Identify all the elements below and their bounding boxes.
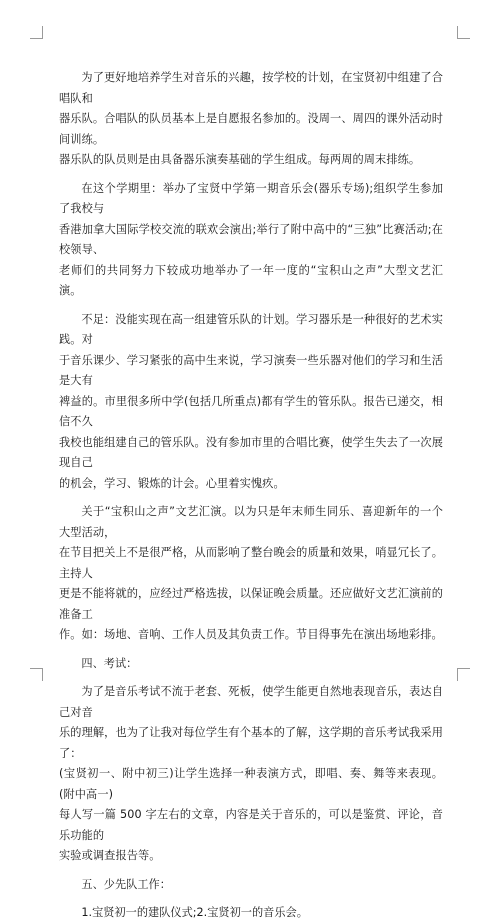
text-line: 我校也能组建自己的管乐队。没有参加市里的合唱比赛，使学生失去了一次展现自己 bbox=[59, 435, 443, 469]
text-line: 关于“宝积山之声”文艺汇演。以为只是年末师生同乐、喜迎新年的一个大型活动， bbox=[59, 505, 443, 539]
text-line: 老师们的共同努力下较成功地举办了一年一度的“宝积山之声”大型文艺汇演。 bbox=[59, 263, 443, 297]
text-line: 乐的理解，也为了让我对每位学生有个基本的了解，这学期的音乐考试我采用了： bbox=[59, 726, 443, 760]
text-line: (宝贤初一、附中初三)让学生选择一种表演方式，即唱、奏、舞等来表现。(附中高一) bbox=[59, 767, 443, 801]
paragraph-choir-band bbox=[59, 68, 443, 171]
text-line: 裨益的。市里很多所中学(包括几所重点)都有学生的管乐队。报告已递交，相信不久 bbox=[59, 394, 443, 428]
text-line: 器乐队。合唱队的队员基本上是自愿报名参加的。没周一、周四的课外活动时间训练。 bbox=[59, 112, 443, 146]
document-page bbox=[59, 68, 443, 924]
text-line: 为了更好地培养学生对音乐的兴趣，按学校的计划，在宝贤初中组建了合唱队和 bbox=[59, 71, 443, 105]
text-line: 不足：没能实现在高一组建管乐队的计划。学习器乐是一种很好的艺术实践。对 bbox=[59, 312, 443, 346]
text-line: 于音乐课少、学习紧张的高中生来说，学习演奏一些乐器对他们的学习和生活是大有 bbox=[59, 353, 443, 387]
section-items-young-pioneers: 1.宝贤初一的建队仪式;2.宝贤初一的音乐会。 bbox=[81, 906, 308, 919]
paragraph-exam bbox=[59, 682, 443, 867]
text-line: 每人写一篇 500 字左右的文章，内容是关于音乐的，可以是鉴赏、评论，音乐功能的 bbox=[59, 808, 443, 842]
crop-mark-top-right bbox=[457, 26, 470, 39]
crop-mark-bottom-right bbox=[457, 668, 470, 681]
text-line: 在这个学期里：举办了宝贤中学第一期音乐会(器乐专场);组织学生参加了我校与 bbox=[59, 181, 443, 215]
text-line: 作。如：场地、音响、工作人员及其负责工作。节目得事先在演出场地彩排。 bbox=[59, 628, 443, 641]
text-line: 为了是音乐考试不流于老套、死板，使学生能更自然地表现音乐，表达自己对音 bbox=[59, 685, 443, 719]
text-line: 在节目把关上不是很严格，从而影响了整台晚会的质量和效果，哨显冗长了。主持人 bbox=[59, 546, 443, 580]
paragraph-shortcomings bbox=[59, 310, 443, 495]
text-line: 实验或调查报告等。 bbox=[59, 849, 161, 862]
paragraph-semester-events bbox=[59, 179, 443, 302]
section-heading-exam: 四、考试： bbox=[81, 656, 138, 670]
crop-mark-bottom-left bbox=[30, 668, 43, 681]
text-line: 器乐队的队员则是由具备器乐演奏基础的学生组成。每两周的周末排练。 bbox=[59, 153, 421, 166]
section-heading-young-pioneers: 五、少先队工作： bbox=[81, 877, 171, 891]
paragraph-art-performance bbox=[59, 502, 443, 646]
text-line: 更是不能将就的，应经过严格选拔，以保证晚会质量。还应做好文艺汇演前的准备工 bbox=[59, 587, 443, 621]
crop-mark-top-left bbox=[30, 26, 43, 39]
text-line: 香港加拿大国际学校交流的联欢会演出;举行了附中高中的“三独”比赛活动;在校领导、 bbox=[59, 222, 443, 256]
text-line: 的机会，学习、锻炼的计会。心里着实愧疚。 bbox=[59, 476, 285, 490]
